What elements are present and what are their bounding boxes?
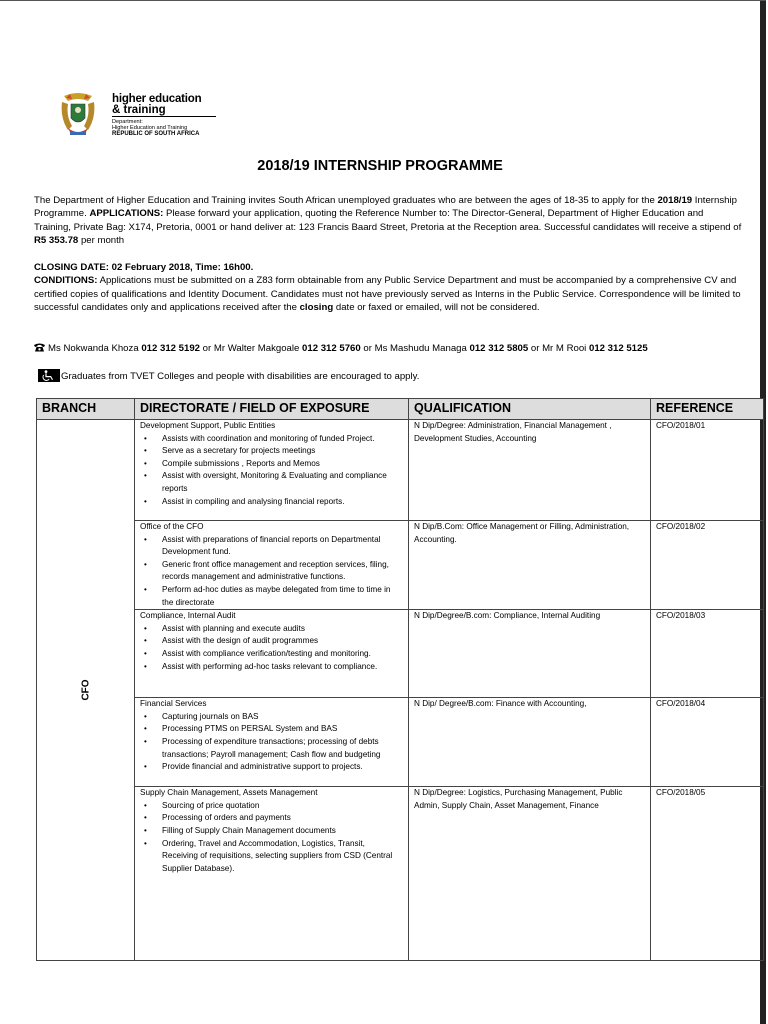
table-row	[37, 698, 764, 787]
duty-item: • Generic front office management and reception services, filing, records management and administrative functions.	[162, 559, 403, 584]
duties-list	[140, 433, 403, 509]
table-row	[37, 521, 764, 610]
directorate-cell	[135, 521, 409, 610]
reference-cell: CFO/2018/04	[651, 698, 764, 787]
conditions-paragraph	[34, 261, 742, 315]
header-directorate: DIRECTORATE / FIELD OF EXPOSURE	[135, 399, 409, 420]
duty-item: • Assist with performing ad-hoc tasks relevant to compliance.	[162, 661, 403, 674]
header-branch: BRANCH	[37, 399, 135, 420]
reference-cell: CFO/2018/03	[651, 610, 764, 698]
reference-cell: CFO/2018/01	[651, 420, 764, 521]
directorate-title: Office of the CFO	[140, 522, 204, 531]
directorate-title: Compliance, Internal Audit	[140, 611, 236, 621]
header-reference: REFERENCE	[651, 399, 764, 420]
duty-item: • Sourcing of price quotation	[162, 800, 403, 813]
closing-date: CLOSING DATE: 02 February 2018, Time: 16h00.	[34, 262, 254, 273]
logo-line-4: Higher Education and Training	[112, 125, 188, 131]
duty-item: • Serve as a secretary for projects meetings	[162, 445, 403, 458]
duty-item: • Capturing journals on BAS	[162, 711, 403, 724]
duty-item: • Assist with preparations of financial reports on Departmental Development fund.	[162, 534, 403, 559]
qualification-cell: N Dip/Degree: Administration, Financial Management , Development Studies, Accounting	[409, 420, 651, 521]
duty-item: • Perform ad-hoc duties as maybe delegated from time to time in the directorate	[162, 584, 403, 609]
duty-item: • Filling of Supply Chain Management documents	[162, 825, 403, 838]
duty-item: • Processing of expenditure transactions; processing of debts transactions; Payroll management; Cash flow and budgeting	[162, 736, 403, 761]
tvet-text: Graduates from TVET Colleges and people with disabilities are encouraged to apply.	[61, 371, 420, 382]
duty-item: • Processing of orders and payments	[162, 812, 403, 825]
duties-list	[140, 711, 403, 774]
contact-3-name: or Ms Mashudu Managa	[360, 343, 470, 354]
directorate-cell	[135, 698, 409, 787]
intro-programme-year: 2018/19	[657, 195, 693, 206]
contact-1-phone: 012 312 5192	[141, 343, 201, 354]
logo-text	[112, 94, 216, 138]
conditions-text-1: Applications must be submitted on a Z83 form obtainable from any Public Service Department and must be accompanied by a comprehensive CV and certified copies of qualifications and Identity Document. Candidates must not have previously served as Interns in the Public Service. Correspondence will be limited to successful candidates only and applications received after the	[34, 275, 741, 314]
duty-item: • Assists with coordination and monitoring of funded Project.	[162, 433, 403, 446]
duty-item: • Assist with planning and execute audits	[162, 623, 403, 636]
duties-list	[140, 623, 403, 673]
qualification-cell: N Dip/Degree: Logistics, Purchasing Management, Public Admin, Supply Chain, Asset Management, Finance	[409, 787, 651, 961]
conditions-text-2: date or faxed or emailed, will not be considered.	[333, 302, 540, 314]
branch-label: CFO	[80, 679, 91, 701]
qualification-cell: N Dip/Degree/B.com: Compliance, Internal Auditing	[409, 610, 651, 698]
tvet-note	[38, 369, 419, 382]
branch-cell	[37, 420, 135, 961]
contact-1-name: Ms Nokwanda Khoza	[48, 343, 142, 354]
table-row	[37, 787, 764, 961]
contact-2-phone: 012 312 5760	[302, 343, 361, 354]
directorate-title: Supply Chain Management, Assets Management	[140, 788, 318, 798]
logo-line-5: REPUBLIC OF SOUTH AFRICA	[112, 131, 200, 137]
stipend-amount: R5 353.78	[34, 235, 79, 247]
directorate-cell	[135, 610, 409, 698]
duty-item: • Assist with oversight, Monitoring & Evaluating and compliance reports	[162, 470, 403, 495]
intro-text-2: Internship Programme.	[34, 195, 737, 220]
closing-word: closing	[299, 302, 334, 314]
intro-text-1: The Department of Higher Education and Training invites South African unemployed graduates who are between the ages of 18-35 to apply for the	[34, 195, 658, 206]
page-top-edge	[0, 0, 766, 1]
internship-table	[36, 398, 764, 961]
intro-paragraph	[34, 194, 742, 248]
logo-line-2: & training	[112, 105, 216, 117]
reference-cell: CFO/2018/02	[651, 521, 764, 610]
directorate-cell	[135, 420, 409, 521]
duties-list	[140, 800, 403, 876]
contact-4-phone: 012 312 5125	[588, 343, 648, 354]
duty-item: • Compile submissions , Reports and Memos	[162, 458, 403, 471]
wheelchair-icon	[38, 369, 60, 382]
qualification-cell: N Dip/ Degree/B.com: Finance with Accounting,	[409, 698, 651, 787]
intro-text-4: per month	[78, 235, 125, 247]
duty-item: • Assist in compiling and analysing financial reports.	[162, 496, 403, 509]
duty-item: • Processing PTMS on PERSAL System and BAS	[162, 723, 403, 736]
phone-icon	[34, 343, 45, 352]
directorate-cell	[135, 787, 409, 961]
duties-list	[140, 534, 403, 610]
directorate-title: Financial Services	[140, 699, 207, 709]
table-row	[37, 420, 764, 521]
qualification-cell: N Dip/B.Com: Office Management or Filling, Administration, Accounting.	[409, 521, 651, 610]
header-qualification: QUALIFICATION	[409, 399, 651, 420]
contacts-line	[34, 343, 648, 354]
logo-line-1: higher education	[112, 93, 202, 105]
logo-line-3: Department:	[112, 119, 143, 125]
table-row	[37, 610, 764, 698]
applications-label: APPLICATIONS:	[89, 208, 164, 220]
contact-3-phone: 012 312 5805	[469, 343, 529, 354]
duty-item: • Assist with compliance verification/testing and monitoring.	[162, 648, 403, 661]
duty-item: • Ordering, Travel and Accommodation, Logistics, Transit, Receiving of requisitions, selecting suppliers from CSD (Central Supplier Database).	[162, 838, 403, 876]
conditions-label: CONDITIONS:	[34, 275, 98, 287]
directorate-title: Development Support, Public Entities	[140, 421, 276, 430]
contact-2-name: or Mr Walter Makgoale	[200, 343, 303, 354]
contact-4-name: or Mr M Rooi	[528, 343, 589, 354]
duty-item: • Provide financial and administrative support to projects.	[162, 761, 403, 774]
reference-cell: CFO/2018/05	[651, 787, 764, 961]
intro-text-3: Please forward your application, quoting the Reference Number to: The Director-General, Department of Higher Education and Training, Private Bag: X174, Pretoria, 0001 or hand deliver at: 123 Francis Baard Street, Pretoria at the Reception area. Successful candidates will receive a stipend of	[34, 208, 742, 233]
duty-item: • Assist with the design of audit programmes	[162, 635, 403, 648]
table-header-row	[37, 399, 764, 420]
page-title: 2018/19 INTERNSHIP PROGRAMME	[257, 158, 503, 174]
